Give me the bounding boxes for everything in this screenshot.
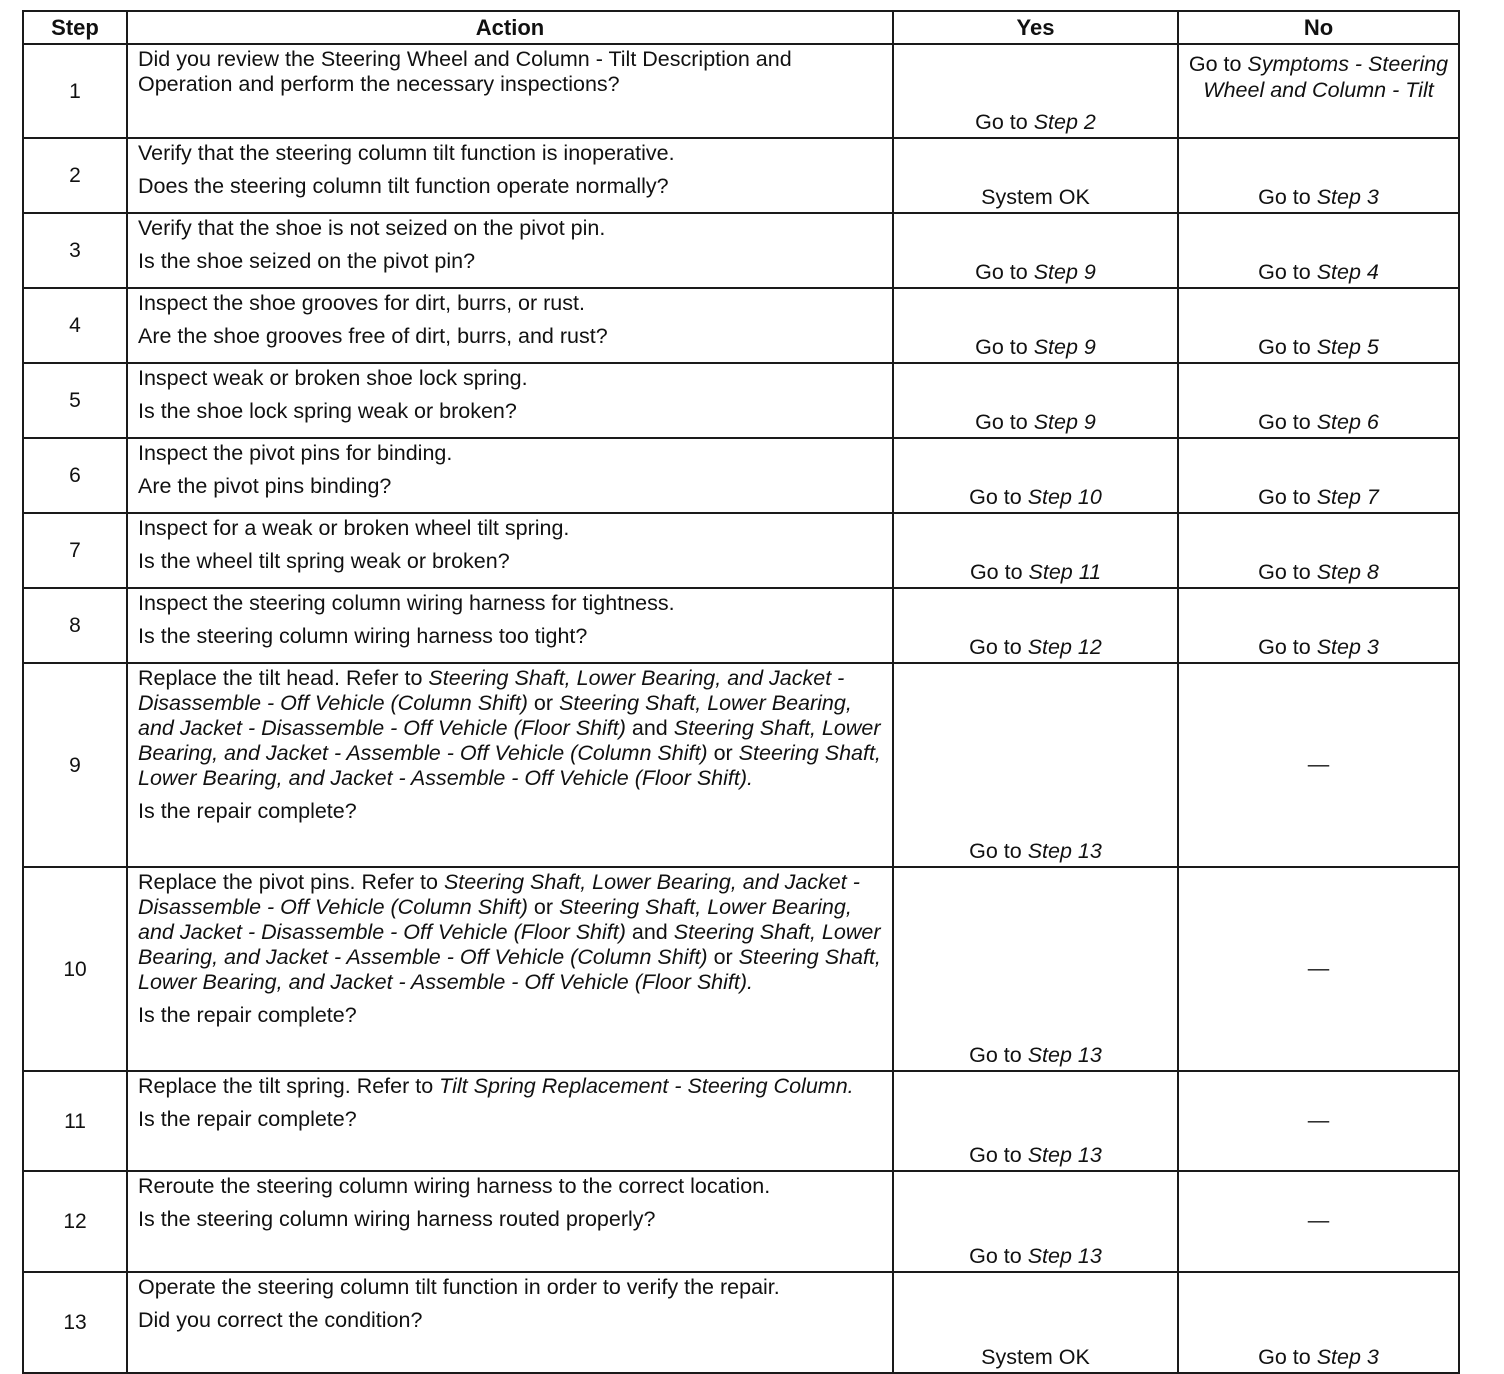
yes-cell xyxy=(893,1071,1178,1171)
step-number: 11 xyxy=(23,1071,127,1171)
instruction-lead: Replace the tilt head. Refer to xyxy=(138,666,429,690)
action-question: Is the shoe lock spring weak or broken? xyxy=(138,399,517,423)
action-cell xyxy=(127,213,893,288)
procedure-link[interactable]: Tilt Spring Replacement - Steering Column. xyxy=(439,1074,854,1098)
yes-prefix: Go to xyxy=(969,839,1028,863)
yes-cell xyxy=(893,44,1178,138)
yes-step-link[interactable]: Step 13 xyxy=(1027,1244,1102,1268)
procedure-link[interactable]: Steering Shaft, Lower Bearing, and Jacket - Assemble - Off Vehicle (Floor Shift). xyxy=(138,741,881,790)
yes-prefix: Go to xyxy=(969,560,1029,584)
yes-step-link[interactable]: Step 12 xyxy=(1027,635,1102,659)
no-cell xyxy=(1178,867,1459,1071)
no-step-link[interactable]: Step 3 xyxy=(1316,635,1379,659)
table-row xyxy=(23,288,1459,363)
action-instruction: Reroute the steering column wiring harness to the correct location. xyxy=(138,1174,771,1198)
header-yes: Yes xyxy=(893,11,1178,44)
header-action: Action xyxy=(127,11,893,44)
table-row xyxy=(23,1071,1459,1171)
yes-cell xyxy=(893,1272,1178,1373)
yes-step-link[interactable]: Step 13 xyxy=(1027,839,1102,863)
step-number: 6 xyxy=(23,438,127,513)
action-cell xyxy=(127,588,893,663)
no-cell xyxy=(1178,513,1459,588)
yes-cell xyxy=(893,288,1178,363)
action-question: Did you review the Steering Wheel and Column - Tilt Description and Operation and perform the necessary inspections? xyxy=(138,47,792,96)
action-cell xyxy=(127,513,893,588)
conjunction: or xyxy=(707,945,739,969)
action-question: Is the shoe seized on the pivot pin? xyxy=(138,249,476,273)
no-prefix: Go to xyxy=(1188,52,1248,76)
action-question: Is the repair complete? xyxy=(138,1003,357,1027)
step-number: 2 xyxy=(23,138,127,213)
yes-cell xyxy=(893,438,1178,513)
action-instruction xyxy=(138,666,884,791)
yes-prefix: Go to xyxy=(975,110,1034,134)
instruction-lead: Replace the pivot pins. Refer to xyxy=(138,870,444,894)
step-number: 9 xyxy=(23,663,127,867)
action-instruction: Inspect the shoe grooves for dirt, burrs, or rust. xyxy=(138,291,585,315)
action-cell xyxy=(127,1272,893,1373)
no-dash: — xyxy=(1307,751,1330,776)
table-row xyxy=(23,1171,1459,1272)
step-number: 1 xyxy=(23,44,127,138)
instruction-lead: Replace the tilt spring. Refer to xyxy=(138,1074,440,1098)
action-instruction: Inspect the steering column wiring harness for tightness. xyxy=(138,591,675,615)
action-instruction: Inspect weak or broken shoe lock spring. xyxy=(138,366,528,390)
action-cell xyxy=(127,363,893,438)
yes-cell xyxy=(893,867,1178,1071)
header-step: Step xyxy=(23,11,127,44)
no-prefix: Go to xyxy=(1258,410,1317,434)
action-cell xyxy=(127,663,893,867)
no-step-link[interactable]: Step 7 xyxy=(1316,485,1379,509)
conjunction: and xyxy=(625,716,674,740)
yes-result: System OK xyxy=(981,185,1090,209)
action-instruction xyxy=(138,1074,884,1099)
table-row xyxy=(23,513,1459,588)
table-row xyxy=(23,213,1459,288)
procedure-link[interactable]: Steering Shaft, Lower Bearing, and Jacket - Assemble - Off Vehicle (Column Shift) xyxy=(138,920,881,969)
table-row xyxy=(23,1272,1459,1373)
no-cell xyxy=(1178,663,1459,867)
action-question: Are the shoe grooves free of dirt, burrs, and rust? xyxy=(138,324,608,348)
no-prefix: Go to xyxy=(1258,635,1317,659)
action-question: Is the repair complete? xyxy=(138,1107,357,1131)
action-cell xyxy=(127,867,893,1071)
yes-step-link[interactable]: Step 13 xyxy=(1027,1043,1102,1067)
procedure-link[interactable]: Steering Shaft, Lower Bearing, and Jacket - Disassemble - Off Vehicle (Floor Shift) xyxy=(138,895,852,944)
table-row xyxy=(23,138,1459,213)
no-cell xyxy=(1178,363,1459,438)
yes-result: System OK xyxy=(981,1345,1090,1369)
step-number: 5 xyxy=(23,363,127,438)
yes-prefix: Go to xyxy=(975,260,1034,284)
no-symptoms-link[interactable]: Symptoms - Steering Wheel and Column - Tilt xyxy=(1203,52,1449,102)
action-cell xyxy=(127,438,893,513)
yes-step-link[interactable]: Step 2 xyxy=(1033,110,1096,134)
no-prefix: Go to xyxy=(1258,1345,1317,1369)
no-prefix: Go to xyxy=(1258,560,1317,584)
yes-step-link[interactable]: Step 13 xyxy=(1027,1143,1102,1167)
yes-prefix: Go to xyxy=(969,1043,1028,1067)
action-cell xyxy=(127,138,893,213)
action-question: Is the repair complete? xyxy=(138,799,357,823)
no-cell xyxy=(1178,438,1459,513)
conjunction: or xyxy=(527,895,559,919)
step-number: 3 xyxy=(23,213,127,288)
table-row xyxy=(23,867,1459,1071)
action-instruction: Verify that the steering column tilt function is inoperative. xyxy=(138,141,675,165)
no-cell xyxy=(1178,1071,1459,1171)
no-cell xyxy=(1178,588,1459,663)
table-row xyxy=(23,44,1459,138)
action-question: Are the pivot pins binding? xyxy=(138,474,392,498)
no-prefix: Go to xyxy=(1258,260,1317,284)
yes-prefix: Go to xyxy=(969,1143,1028,1167)
no-step-link[interactable]: Step 6 xyxy=(1316,410,1379,434)
procedure-link[interactable]: Steering Shaft, Lower Bearing, and Jacket - Disassemble - Off Vehicle (Floor Shift) xyxy=(138,691,852,740)
step-number: 10 xyxy=(23,867,127,1071)
table-row xyxy=(23,438,1459,513)
yes-prefix: Go to xyxy=(969,485,1028,509)
no-dash: — xyxy=(1307,1208,1330,1232)
step-number: 12 xyxy=(23,1171,127,1272)
action-cell xyxy=(127,288,893,363)
yes-step-link[interactable]: Step 9 xyxy=(1033,260,1096,284)
action-question: Does the steering column tilt function operate normally? xyxy=(138,174,669,198)
no-cell xyxy=(1178,44,1459,138)
action-question: Did you correct the condition? xyxy=(138,1308,423,1332)
yes-cell xyxy=(893,1171,1178,1272)
yes-cell xyxy=(893,138,1178,213)
action-cell xyxy=(127,1071,893,1171)
action-instruction: Inspect the pivot pins for binding. xyxy=(138,441,453,465)
procedure-link[interactable]: Steering Shaft, Lower Bearing, and Jacket - Disassemble - Off Vehicle (Column Shift) xyxy=(138,870,860,919)
yes-step-link[interactable]: Step 9 xyxy=(1033,335,1096,359)
yes-cell xyxy=(893,213,1178,288)
header-no: No xyxy=(1178,11,1459,44)
yes-step-link[interactable]: Step 10 xyxy=(1027,485,1102,509)
table-row xyxy=(23,588,1459,663)
yes-cell xyxy=(893,363,1178,438)
yes-step-link[interactable]: Step 11 xyxy=(1028,560,1102,584)
action-question: Is the steering column wiring harness too tight? xyxy=(138,624,588,648)
no-cell xyxy=(1178,1272,1459,1373)
table-header-row xyxy=(23,11,1459,44)
yes-step-link[interactable]: Step 9 xyxy=(1033,410,1096,434)
step-number: 8 xyxy=(23,588,127,663)
action-instruction: Verify that the shoe is not seized on the pivot pin. xyxy=(138,216,606,240)
yes-prefix: Go to xyxy=(969,635,1028,659)
no-prefix: Go to xyxy=(1258,485,1317,509)
procedure-link[interactable]: Steering Shaft, Lower Bearing, and Jacket - Assemble - Off Vehicle (Floor Shift). xyxy=(138,945,881,994)
action-instruction: Inspect for a weak or broken wheel tilt spring. xyxy=(138,516,570,540)
no-prefix: Go to xyxy=(1258,185,1317,209)
no-cell xyxy=(1178,288,1459,363)
yes-cell xyxy=(893,513,1178,588)
procedure-link[interactable]: Steering Shaft, Lower Bearing, and Jacket - Assemble - Off Vehicle (Column Shift) xyxy=(138,716,881,765)
procedure-link[interactable]: Steering Shaft, Lower Bearing, and Jacket - Disassemble - Off Vehicle (Column Shift) xyxy=(138,666,845,715)
table-row xyxy=(23,663,1459,867)
step-number: 4 xyxy=(23,288,127,363)
no-step-link[interactable]: Step 5 xyxy=(1316,335,1379,359)
step-number: 7 xyxy=(23,513,127,588)
no-step-link[interactable]: Step 3 xyxy=(1316,1345,1379,1369)
yes-cell xyxy=(893,663,1178,867)
action-instruction: Operate the steering column tilt function in order to verify the repair. xyxy=(138,1275,780,1299)
no-cell xyxy=(1178,1171,1459,1272)
action-question: Is the wheel tilt spring weak or broken? xyxy=(138,549,510,573)
yes-prefix: Go to xyxy=(975,410,1034,434)
yes-prefix: Go to xyxy=(975,335,1034,359)
action-question: Is the steering column wiring harness routed properly? xyxy=(138,1207,656,1231)
conjunction: and xyxy=(625,920,674,944)
no-step-link[interactable]: Step 4 xyxy=(1316,260,1379,284)
no-dash: — xyxy=(1307,1107,1330,1132)
conjunction: or xyxy=(707,741,739,765)
no-cell xyxy=(1178,138,1459,213)
yes-prefix: Go to xyxy=(969,1244,1028,1268)
no-step-link[interactable]: Step 8 xyxy=(1316,560,1379,584)
table-row xyxy=(23,363,1459,438)
step-number: 13 xyxy=(23,1272,127,1373)
no-cell xyxy=(1178,213,1459,288)
no-step-link[interactable]: Step 3 xyxy=(1316,185,1379,209)
diagnostic-table xyxy=(22,10,1460,1374)
no-prefix: Go to xyxy=(1258,335,1317,359)
action-cell xyxy=(127,1171,893,1272)
action-instruction xyxy=(138,870,884,995)
yes-cell xyxy=(893,588,1178,663)
conjunction: or xyxy=(527,691,559,715)
action-cell xyxy=(127,44,893,138)
no-dash: — xyxy=(1307,955,1330,980)
